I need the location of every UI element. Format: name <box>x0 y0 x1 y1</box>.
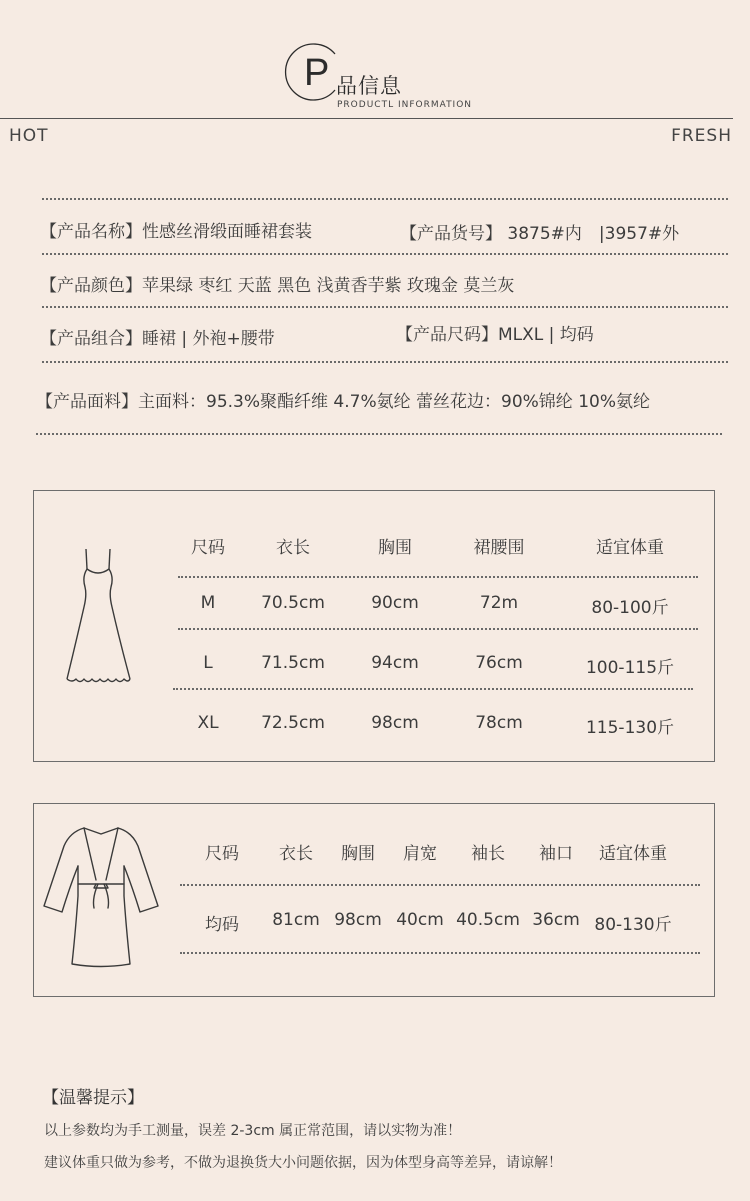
table-cell: 70.5cm <box>261 593 325 613</box>
tips-title: 【温馨提示】 <box>42 1088 144 1108</box>
dotted-divider <box>36 433 722 435</box>
dotted-divider <box>178 628 698 630</box>
robe-header-size: 尺码 <box>205 844 239 864</box>
table-cell: 71.5cm <box>261 653 325 673</box>
table-cell: 94cm <box>371 653 419 673</box>
fresh-label: FRESH <box>671 126 732 146</box>
table-cell: 115-130斤 <box>585 718 675 738</box>
robe-header-length: 衣长 <box>279 844 313 864</box>
dotted-divider <box>42 306 728 308</box>
table-cell: 76cm <box>475 653 523 673</box>
robe-icon <box>40 826 162 968</box>
dress-header-size: 尺码 <box>191 538 225 558</box>
table-cell: 90cm <box>371 593 419 613</box>
table-cell: 均码 <box>205 915 239 935</box>
product-colors: 【产品颜色】苹果绿 枣红 天蓝 黑色 浅黄香芋紫 玫瑰金 莫兰灰 <box>40 276 515 296</box>
robe-header-cuff: 袖口 <box>539 844 573 864</box>
table-cell: 72.5cm <box>261 713 325 733</box>
table-cell: 36cm <box>532 910 580 930</box>
table-cell: M <box>200 593 216 613</box>
page-title: 品信息 <box>336 74 402 98</box>
table-cell: 80-100斤 <box>591 598 669 618</box>
dotted-divider <box>180 952 700 954</box>
robe-header-bust: 胸围 <box>341 844 375 864</box>
table-cell: 81cm <box>272 910 320 930</box>
dotted-divider <box>42 361 728 363</box>
tip-line-2: 建议体重只做为参考，不做为退换货大小问题依据，因为体型身高等差异，请谅解！ <box>44 1155 562 1171</box>
robe-header-sleeve: 袖长 <box>471 844 505 864</box>
dotted-divider <box>173 688 693 690</box>
table-cell: 98cm <box>334 910 382 930</box>
dotted-divider <box>178 576 698 578</box>
robe-header-weight: 适宜体重 <box>599 844 667 864</box>
slip-dress-icon <box>62 547 134 687</box>
table-cell: L <box>203 653 213 673</box>
page-subtitle: PRODUCTL INFORMATION <box>337 100 473 110</box>
dress-header-bust: 胸围 <box>378 538 412 558</box>
dress-header-weight: 适宜体重 <box>596 538 664 558</box>
tip-line-1: 以上参数均为手工测量，误差 2-3cm 属正常范围，请以实物为准！ <box>44 1123 462 1139</box>
product-sku: 【产品货号】 3875#内 |3957#外 <box>400 224 680 244</box>
dress-header-waist: 裙腰围 <box>473 538 525 558</box>
table-cell: 100-115斤 <box>585 658 675 678</box>
table-cell: 72m <box>479 593 519 613</box>
robe-header-shoulder: 肩宽 <box>403 844 437 864</box>
table-cell: 80-130斤 <box>594 915 672 935</box>
product-fabric: 【产品面料】主面料：95.3%聚酯纤维 4.7%氨纶 蕾丝花边：90%锦纶 10%氨纶 <box>36 392 650 412</box>
table-cell: 78cm <box>475 713 523 733</box>
product-name: 【产品名称】性感丝滑缎面睡裙套装 <box>40 222 312 242</box>
hot-label: HOT <box>9 126 49 146</box>
dotted-divider <box>42 198 728 200</box>
product-combo: 【产品组合】睡裙 | 外袍+腰带 <box>40 329 275 349</box>
product-size: 【产品尺码】MLXL | 均码 <box>396 325 594 345</box>
dress-header-length: 衣长 <box>276 538 310 558</box>
table-cell: 98cm <box>371 713 419 733</box>
dotted-divider <box>42 253 728 255</box>
logo-letter: P <box>304 52 330 94</box>
dotted-divider <box>180 884 700 886</box>
header-divider <box>0 118 733 119</box>
table-cell: 40cm <box>396 910 444 930</box>
table-cell: 40.5cm <box>456 910 520 930</box>
table-cell: XL <box>197 713 219 733</box>
